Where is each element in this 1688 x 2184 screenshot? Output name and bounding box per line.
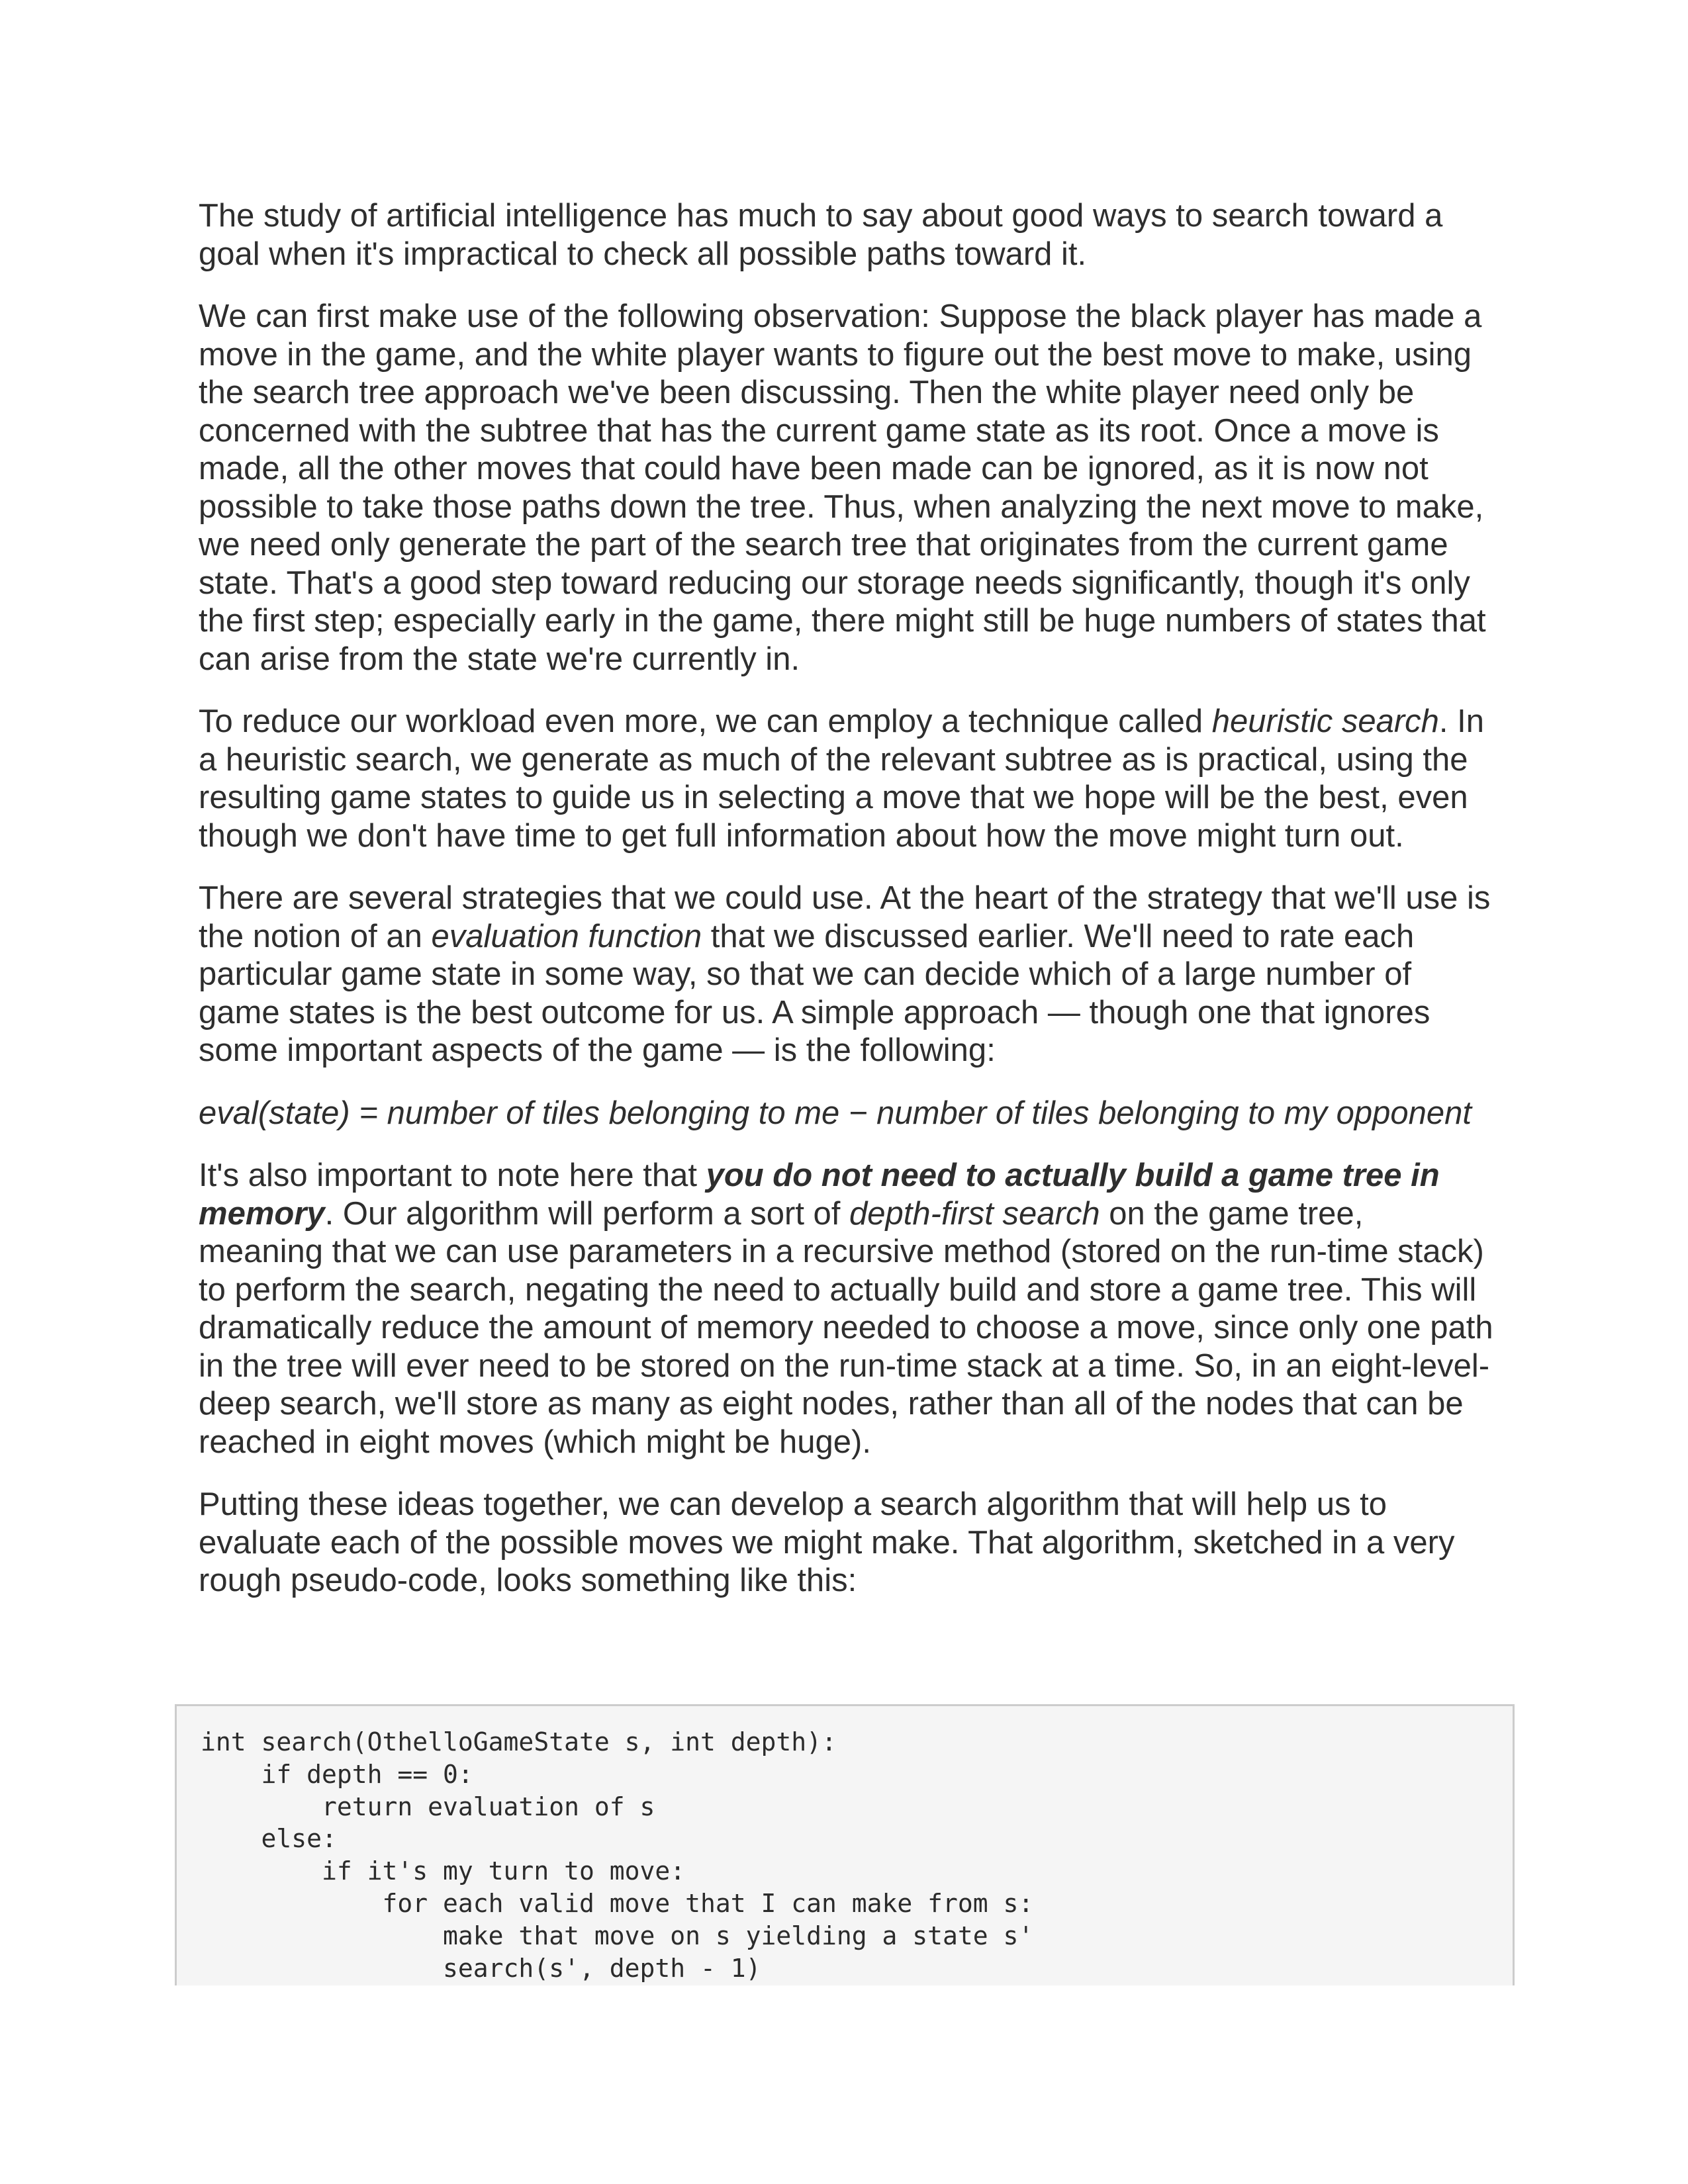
emphasis-depth-first-search: depth-first search [849, 1195, 1100, 1232]
code-block [175, 1704, 1515, 1985]
paragraph-memory-note [199, 1157, 1496, 1461]
paragraph-observation: We can first make use of the following observation: Suppose the black player has made a move in the game, and the white player wants to figure out the best move to make, using the search tree approach we've been discussing. Then the white player need only be concerned with the subtree that has the current game state as its root. Once a move is made, all the other moves that could have been made can be ignored, as it is now not possible to take those paths down the tree. Thus, when analyzing the next move to make, we need only generate the part of the search tree that originates from the current game state. That's a good step toward reducing our storage needs significantly, though it's only the first step; especially early in the game, there might still be huge numbers of states that can arise from the state we're currently in. [199, 298, 1486, 677]
eval-formula: eval(state) = number of tiles belonging to me − number of tiles belonging to my opponent [199, 1095, 1472, 1131]
code-line: if it's my turn to move: [201, 1856, 686, 1886]
text-segment: It's also important to note here that [199, 1158, 706, 1193]
code-line: for each valid move that I can make from s: [201, 1888, 1034, 1918]
text-segment: To reduce our workload even more, we can employ a technique called [199, 704, 1212, 739]
code-line: else: [201, 1824, 337, 1854]
code-line: if depth == 0: [201, 1759, 473, 1789]
code-listing [201, 1726, 1033, 1984]
code-line: make that move on s yielding a state s' [201, 1921, 1034, 1950]
text-segment: There are several strategies that we could use. At the heart of the strategy that we'll use is the notion of an [199, 880, 1491, 954]
emphasis-heuristic-search: heuristic search [1211, 704, 1439, 739]
paragraph-heuristic-search [199, 703, 1496, 855]
code-line: return evaluation of s [201, 1792, 655, 1821]
text-segment: . In a heuristic search, we generate as much of the relevant subtree as is practical, using the resulting game states to guide us in selecting a move that we hope will be the best, even though we don't have time to get full information about how the move might turn out. [199, 704, 1484, 854]
code-line: int search(OthelloGameState s, int depth): [201, 1727, 837, 1756]
text-segment: that we discussed earlier. We'll need to rate each particular game state in some way, so that we can decide which of a large number of game states is the best outcome for us. A simple approach — though one that ignores some important aspects of the game — is the following: [199, 918, 1430, 1068]
paragraph-strategies [199, 880, 1496, 1070]
paragraph-algorithm-intro: Putting these ideas together, we can develop a search algorithm that will help us to evaluate each of the possible moves we might make. That algorithm, sketched in a very rough pseudo-code, looks something like this: [199, 1486, 1455, 1598]
paragraph-intro: The study of artificial intelligence has much to say about good ways to search toward a goal when it's impractical to check all possible paths toward it. [199, 198, 1443, 272]
paragraph-eval-formula [199, 1095, 1496, 1133]
emphasis-no-tree-in-memory-italic: you do not need to actually build a game tree in memory [199, 1158, 1440, 1232]
text-segment: . Our algorithm will perform a sort of [324, 1195, 850, 1232]
document-body [199, 197, 1496, 1625]
emphasis-evaluation-function: evaluation function [431, 918, 702, 954]
text-segment: on the game tree, meaning that we can use parameters in a recursive method (stored on the run-time stack) to perform the search, negating the need to actually build and store a game tree. This will dramatically reduce the amount of memory needed to choose a move, since only one path in the tree will ever need to be stored on the run-time stack at a time. So, in an eight-level-deep search, we'll store as many as eight nodes, rather than all of the nodes that can be reached in eight moves (which might be huge). [199, 1195, 1493, 1460]
code-line: search(s', depth - 1) [201, 1953, 761, 1983]
